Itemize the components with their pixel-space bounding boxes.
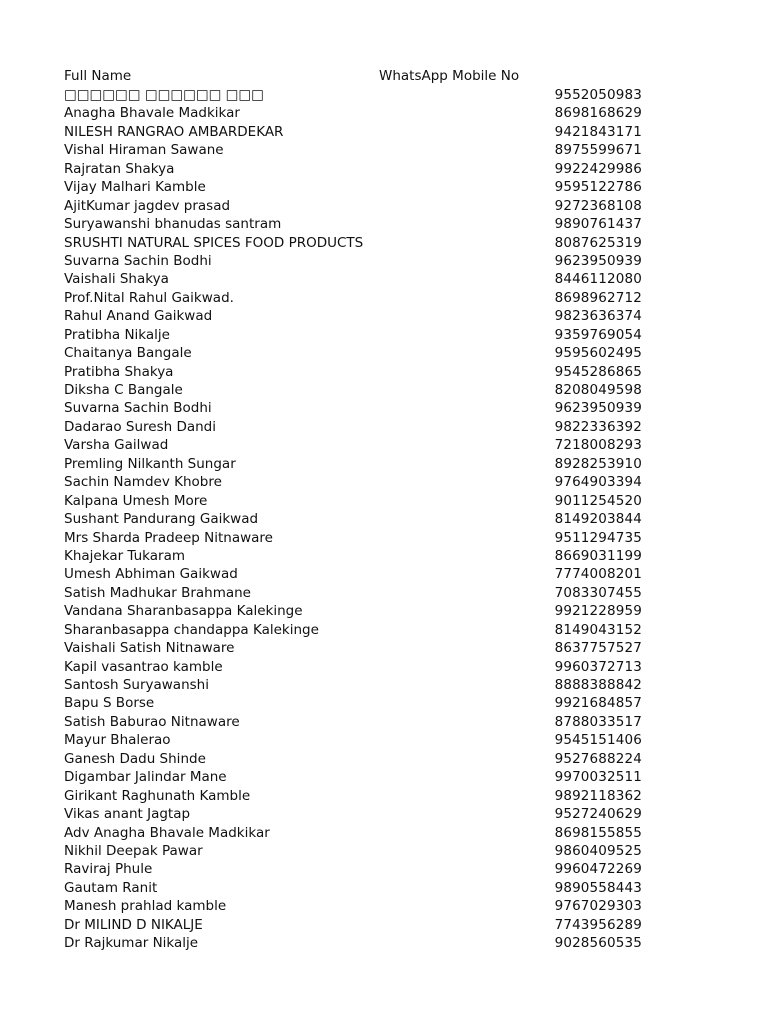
full-name-cell: Digambar Jalindar Mane (64, 769, 227, 786)
table-row (64, 548, 664, 566)
mobile-number-cell: 8208049598 (554, 382, 642, 398)
full-name-cell: Anagha Bhavale Madkikar (64, 105, 240, 122)
mobile-number-cell: 8446112080 (554, 271, 642, 288)
mobile-number-cell: 9823636374 (554, 308, 642, 325)
mobile-number-cell: 8149043152 (554, 621, 642, 638)
table-row (64, 419, 664, 437)
full-name-cell: Bapu S Borse (64, 695, 155, 712)
table-row (64, 714, 664, 732)
table-row (64, 566, 664, 584)
mobile-number-cell: 9623950939 (554, 400, 642, 417)
whatsapp-mobile-header: WhatsApp Mobile No (379, 68, 520, 84)
table-row (64, 235, 664, 253)
full-name-cell: Adv Anagha Bhavale Madkikar (64, 824, 270, 841)
full-name-cell: Varsha Gailwad (64, 437, 169, 454)
full-name-cell: Santosh Suryawanshi (64, 677, 209, 693)
table-header-row (64, 68, 664, 87)
mobile-number-cell: 9595122786 (554, 179, 642, 196)
contact-table (64, 68, 664, 954)
table-row (64, 327, 664, 345)
mobile-number-cell: 9011254520 (554, 492, 642, 509)
mobile-number-cell: 8698168629 (554, 105, 642, 122)
full-name-cell: Mayur Bhalerao (64, 732, 171, 749)
mobile-number-cell: 9921684857 (554, 695, 642, 712)
mobile-number-cell: 8669031199 (554, 547, 642, 564)
full-name-cell: Vandana Sharanbasappa Kalekinge (64, 603, 303, 620)
full-name-cell: Vaishali Shakya (64, 271, 169, 288)
full-name-cell: Diksha C Bangale (64, 382, 183, 398)
table-row (64, 659, 664, 677)
mobile-number-cell: 8928253910 (554, 455, 642, 472)
table-row (64, 290, 664, 308)
full-name-cell: Prof.Nital Rahul Gaikwad. (64, 289, 234, 306)
table-row (64, 437, 664, 455)
full-name-cell: SRUSHTI NATURAL SPICES FOOD PRODUCTS (64, 234, 364, 251)
mobile-number-cell: 9960372713 (554, 658, 642, 675)
full-name-cell: Satish Baburao Nitnaware (64, 713, 240, 730)
table-row (64, 585, 664, 603)
full-name-cell: Vikas anant Jagtap (64, 806, 191, 823)
mobile-number-cell: 9970032511 (554, 769, 642, 786)
mobile-number-cell: 9595602495 (554, 345, 642, 362)
table-row (64, 935, 664, 953)
full-name-cell: Pratibha Nikalje (64, 326, 170, 343)
mobile-number-cell: 9545286865 (554, 363, 642, 380)
mobile-number-cell: 7774008201 (554, 566, 642, 583)
mobile-number-cell: 8149203844 (554, 511, 642, 528)
table-row (64, 308, 664, 326)
table-row (64, 677, 664, 695)
table-row (64, 732, 664, 750)
table-row (64, 861, 664, 879)
table-row (64, 474, 664, 492)
full-name-cell: Raviraj Phule (64, 861, 153, 878)
table-row (64, 880, 664, 898)
full-name-cell: Chaitanya Bangale (64, 345, 192, 362)
mobile-number-cell: 7083307455 (554, 584, 642, 601)
full-name-cell: Ganesh Dadu Shinde (64, 750, 206, 767)
full-name-cell: Manesh prahlad kamble (64, 898, 227, 915)
mobile-number-cell: 9767029303 (554, 898, 642, 915)
table-row (64, 530, 664, 548)
mobile-number-cell: 8087625319 (554, 234, 642, 251)
full-name-cell: Suvarna Sachin Bodhi (64, 400, 212, 417)
mobile-number-cell: 8888388842 (554, 677, 642, 693)
mobile-number-cell: 9545151406 (554, 732, 642, 749)
full-name-cell: Dr Rajkumar Nikalje (64, 935, 199, 952)
table-row (64, 788, 664, 806)
full-name-cell: Girikant Raghunath Kamble (64, 787, 251, 804)
mobile-number-cell: 9527688224 (554, 750, 642, 767)
mobile-number-cell: 9822336392 (554, 418, 642, 435)
full-name-cell: Umesh Abhiman Gaikwad (64, 566, 238, 583)
table-row (64, 825, 664, 843)
table-row (64, 843, 664, 861)
mobile-number-cell: 9623950939 (554, 252, 642, 269)
mobile-number-cell: 9511294735 (554, 529, 642, 546)
table-body (64, 87, 664, 954)
full-name-cell: Vaishali Satish Nitnaware (64, 640, 235, 657)
table-row (64, 179, 664, 197)
mobile-number-cell: 9028560535 (554, 935, 642, 952)
mobile-number-cell: 7218008293 (554, 437, 642, 454)
table-row (64, 87, 664, 105)
mobile-number-cell: 8975599671 (554, 142, 642, 159)
table-row (64, 382, 664, 400)
table-row (64, 917, 664, 935)
mobile-number-cell: 9921228959 (554, 603, 642, 620)
full-name-cell: Khajekar Tukaram (64, 547, 186, 564)
table-row (64, 142, 664, 160)
full-name-cell: Sharanbasappa chandappa Kalekinge (64, 621, 319, 638)
full-name-cell: Kalpana Umesh More (64, 492, 208, 509)
mobile-number-cell: 9527240629 (554, 806, 642, 823)
full-name-cell: NILESH RANGRAO AMBARDEKAR (64, 123, 284, 140)
mobile-number-cell: 9922429986 (554, 160, 642, 177)
table-row (64, 161, 664, 179)
table-row (64, 695, 664, 713)
full-name-cell: Nikhil Deepak Pawar (64, 842, 203, 859)
mobile-number-cell: 8637757527 (554, 640, 642, 657)
mobile-number-cell: 9960472269 (554, 861, 642, 878)
mobile-number-cell: 9421843171 (554, 123, 642, 140)
mobile-number-cell: 9890761437 (554, 216, 642, 233)
full-name-cell: Rajratan Shakya (64, 160, 175, 177)
full-name-cell: Gautam Ranit (64, 879, 158, 896)
table-row (64, 105, 664, 123)
table-row (64, 769, 664, 787)
full-name-cell: Dr MILIND D NIKALJE (64, 916, 203, 933)
full-name-cell: Vishal Hiraman Sawane (64, 142, 224, 159)
mobile-number-cell: 9552050983 (554, 87, 642, 103)
full-name-cell: Kapil vasantrao kamble (64, 658, 223, 675)
table-row (64, 253, 664, 271)
table-row (64, 271, 664, 289)
full-name-cell: Pratibha Shakya (64, 363, 174, 380)
full-name-cell: Premling Nilkanth Sungar (64, 455, 236, 472)
mobile-number-cell: 9764903394 (554, 474, 642, 491)
full-name-cell: Sushant Pandurang Gaikwad (64, 511, 259, 528)
full-name-cell: Satish Madhukar Brahmane (64, 584, 251, 601)
full-name-header: Full Name (64, 68, 132, 84)
full-name-cell: AjitKumar jagdev prasad (64, 197, 231, 214)
table-row (64, 622, 664, 640)
table-row (64, 898, 664, 916)
table-row (64, 216, 664, 234)
full-name-cell: Dadarao Suresh Dandi (64, 418, 216, 435)
full-name-cell: Mrs Sharda Pradeep Nitnaware (64, 529, 273, 546)
mobile-number-cell: 8788033517 (554, 713, 642, 730)
table-row (64, 345, 664, 363)
full-name-cell: □□□□□□ □□□□□□ □□□ (64, 87, 264, 103)
table-row (64, 364, 664, 382)
full-name-cell: Vijay Malhari Kamble (64, 179, 206, 196)
table-row (64, 493, 664, 511)
full-name-cell: Rahul Anand Gaikwad (64, 308, 213, 325)
mobile-number-cell: 9272368108 (554, 197, 642, 214)
mobile-number-cell: 9359769054 (554, 326, 642, 343)
table-row (64, 603, 664, 621)
table-row (64, 640, 664, 658)
table-row (64, 124, 664, 142)
table-row (64, 400, 664, 418)
mobile-number-cell: 9892118362 (554, 787, 642, 804)
full-name-cell: Suryawanshi bhanudas santram (64, 216, 282, 233)
mobile-number-cell: 8698155855 (554, 824, 642, 841)
table-row (64, 198, 664, 216)
mobile-number-cell: 8698962712 (554, 289, 642, 306)
table-row (64, 456, 664, 474)
full-name-cell: Sachin Namdev Khobre (64, 474, 222, 491)
mobile-number-cell: 7743956289 (554, 916, 642, 933)
mobile-number-cell: 9860409525 (554, 842, 642, 859)
table-row (64, 806, 664, 824)
full-name-cell: Suvarna Sachin Bodhi (64, 252, 212, 269)
table-row (64, 751, 664, 769)
mobile-number-cell: 9890558443 (554, 879, 642, 896)
table-row (64, 511, 664, 529)
